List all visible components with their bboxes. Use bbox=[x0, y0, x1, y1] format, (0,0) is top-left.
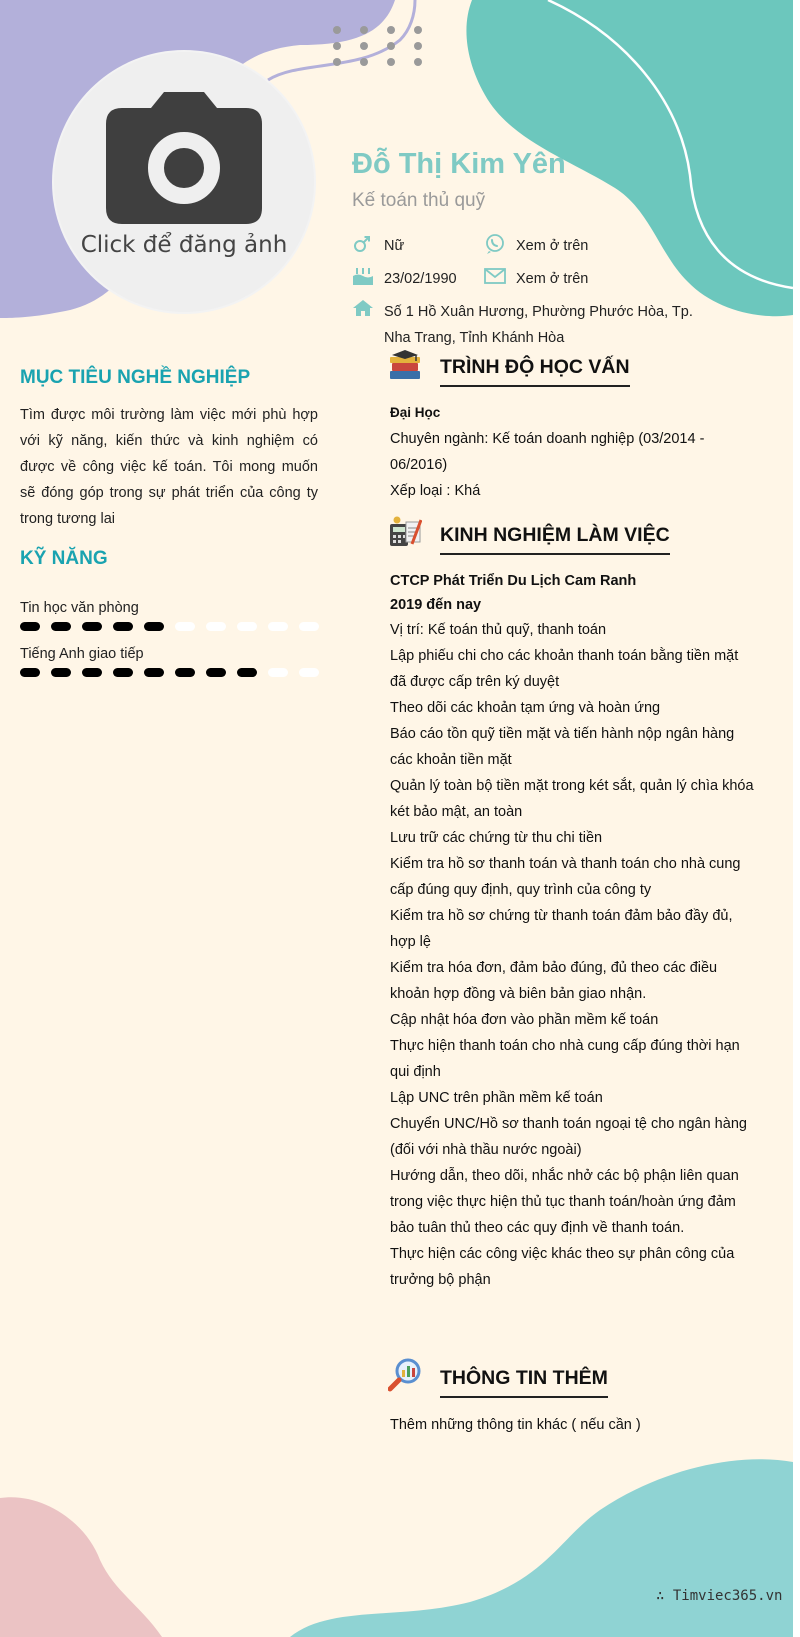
experience-line: Kiểm tra hóa đơn, đảm bảo đúng, đủ theo các điều bbox=[390, 960, 718, 976]
skill-level-empty bbox=[299, 668, 319, 677]
experience-description bbox=[390, 617, 770, 1293]
gender-icon bbox=[352, 234, 372, 254]
skill-level-empty bbox=[237, 622, 257, 631]
experience-details bbox=[390, 569, 770, 1293]
education-heading: TRÌNH ĐỘ HỌC VẤN bbox=[440, 356, 630, 387]
experience-line: Lập phiếu chi cho các khoản thanh toán bằng tiền mặt bbox=[390, 648, 739, 664]
books-icon bbox=[388, 349, 422, 381]
phone-icon bbox=[484, 234, 506, 254]
skill-level-filled bbox=[20, 622, 40, 631]
email-value: Xem ở trên bbox=[516, 271, 589, 287]
skill-level-filled bbox=[20, 668, 40, 677]
email-icon bbox=[484, 268, 506, 284]
additional-text: Thêm những thông tin khác ( nếu cần ) bbox=[390, 1417, 641, 1433]
experience-line: Lập UNC trên phần mềm kế toán bbox=[390, 1090, 603, 1106]
skill-level-empty bbox=[268, 668, 288, 677]
skill-name: Tiếng Anh giao tiếp bbox=[20, 646, 144, 662]
gender-value: Nữ bbox=[384, 238, 405, 254]
education-major-period: 06/2016) bbox=[390, 457, 448, 473]
education-school: Đại Học bbox=[390, 405, 441, 420]
experience-period: 2019 đến nay bbox=[390, 597, 482, 613]
experience-line: qui định bbox=[390, 1064, 441, 1080]
education-details bbox=[390, 400, 770, 504]
skill-level-filled bbox=[237, 668, 257, 677]
experience-line: Chuyển UNC/Hồ sơ thanh toán ngoại tệ cho ngân hàng bbox=[390, 1116, 747, 1132]
skill-level-filled bbox=[51, 668, 71, 677]
candidate-name: Đỗ Thị Kim Yên bbox=[352, 148, 566, 180]
experience-line: trưởng bộ phận bbox=[390, 1272, 491, 1288]
objective-text: Tìm được môi trường làm việc mới phù hợp với kỹ năng, kiến thức và kinh nghiệm có được về công việc kế toán. Tôi mong muốn sẽ đóng góp trong sự phát triển của công ty trong tương lai bbox=[20, 407, 318, 527]
education-grade: Xếp loại : Khá bbox=[390, 483, 481, 499]
skill-level-filled bbox=[51, 622, 71, 631]
skill-level-filled bbox=[144, 668, 164, 677]
magnifier-chart-icon bbox=[388, 1358, 422, 1392]
teal-bottom-blob bbox=[290, 1459, 793, 1637]
photo-upload-label: Click để đăng ảnh bbox=[80, 232, 288, 258]
experience-line: hợp lệ bbox=[390, 934, 431, 950]
skill-level-bar bbox=[20, 668, 320, 678]
skill-level-empty bbox=[299, 622, 319, 631]
experience-line: két bảo mật, an toàn bbox=[390, 804, 523, 820]
experience-line: Thực hiện thanh toán cho nhà cung cấp đúng thời hạn bbox=[390, 1038, 740, 1054]
experience-line: trong việc thực hiện thủ tục thanh toán/hoàn ứng đảm bbox=[390, 1194, 736, 1210]
phone-value: Xem ở trên bbox=[516, 238, 589, 254]
skill-level-filled bbox=[175, 668, 195, 677]
experience-line: các khoản tiền mặt bbox=[390, 752, 512, 768]
skill-level-filled bbox=[82, 622, 102, 631]
additional-heading: THÔNG TIN THÊM bbox=[440, 1367, 608, 1398]
job-title: Kế toán thủ quỹ bbox=[352, 190, 486, 211]
avatar-upload[interactable] bbox=[52, 50, 316, 314]
birthday-value: 23/02/1990 bbox=[384, 271, 457, 287]
experience-line: Kiểm tra hồ sơ thanh toán và thanh toán cho nhà cung bbox=[390, 856, 741, 872]
skill-level-empty bbox=[206, 622, 226, 631]
experience-line: Theo dõi các khoản tạm ứng và hoàn ứng bbox=[390, 700, 661, 716]
skill-level-filled bbox=[206, 668, 226, 677]
address-line-1: Số 1 Hồ Xuân Hương, Phường Phước Hòa, Tp. bbox=[384, 304, 693, 320]
skill-level-filled bbox=[113, 668, 133, 677]
experience-line: Lưu trữ các chứng từ thu chi tiền bbox=[390, 830, 603, 846]
experience-line: Quản lý toàn bộ tiền mặt trong két sắt, quản lý chìa khóa bbox=[390, 778, 754, 794]
skill-level-filled bbox=[113, 622, 133, 631]
work-tools-icon bbox=[388, 516, 422, 548]
skill-level-filled bbox=[144, 622, 164, 631]
skill-level-empty bbox=[268, 622, 288, 631]
experience-line: Vị trí: Kế toán thủ quỹ, thanh toán bbox=[390, 622, 607, 638]
watermark-brand: ∴ Timviec365.vn bbox=[656, 1588, 783, 1604]
experience-line: khoản hợp đồng và biên bản giao nhận. bbox=[390, 986, 647, 1002]
experience-line: (đối với nhà thầu nước ngoài) bbox=[390, 1142, 582, 1158]
experience-line: cấp đúng quy định, quy trình của công ty bbox=[390, 882, 652, 898]
experience-line: Hướng dẫn, theo dõi, nhắc nhở các bộ phận liên quan bbox=[390, 1168, 739, 1184]
experience-company: CTCP Phát Triển Du Lịch Cam Ranh bbox=[390, 573, 637, 589]
experience-line: Kiểm tra hồ sơ chứng từ thanh toán đảm bảo đầy đủ, bbox=[390, 908, 733, 924]
skill-level-empty bbox=[175, 622, 195, 631]
experience-line: đã được cấp trên ký duyệt bbox=[390, 674, 560, 690]
skill-level-filled bbox=[82, 668, 102, 677]
address-line-2: Nha Trang, Tỉnh Khánh Hòa bbox=[384, 330, 565, 346]
birthday-cake-icon bbox=[352, 266, 374, 286]
skills-heading: KỸ NĂNG bbox=[20, 548, 108, 569]
experience-line: bảo tuân thủ theo các quy định về thanh toán. bbox=[390, 1220, 685, 1236]
skill-name: Tin học văn phòng bbox=[20, 600, 139, 616]
pink-blob bbox=[0, 1497, 162, 1637]
experience-line: Thực hiện các công việc khác theo sự phân công của bbox=[390, 1246, 735, 1262]
experience-heading: KINH NGHIỆM LÀM VIỆC bbox=[440, 524, 670, 555]
experience-line: Cập nhật hóa đơn vào phần mềm kế toán bbox=[390, 1012, 659, 1028]
education-major: Chuyên ngành: Kế toán doanh nghiệp (03/2014 - bbox=[390, 431, 705, 447]
objective-heading: MỤC TIÊU NGHỀ NGHIỆP bbox=[20, 367, 251, 388]
camera-icon bbox=[106, 90, 262, 226]
home-icon bbox=[352, 299, 374, 317]
skill-level-bar bbox=[20, 622, 320, 632]
experience-line: Báo cáo tồn quỹ tiền mặt và tiến hành nộp ngân hàng bbox=[390, 726, 735, 742]
